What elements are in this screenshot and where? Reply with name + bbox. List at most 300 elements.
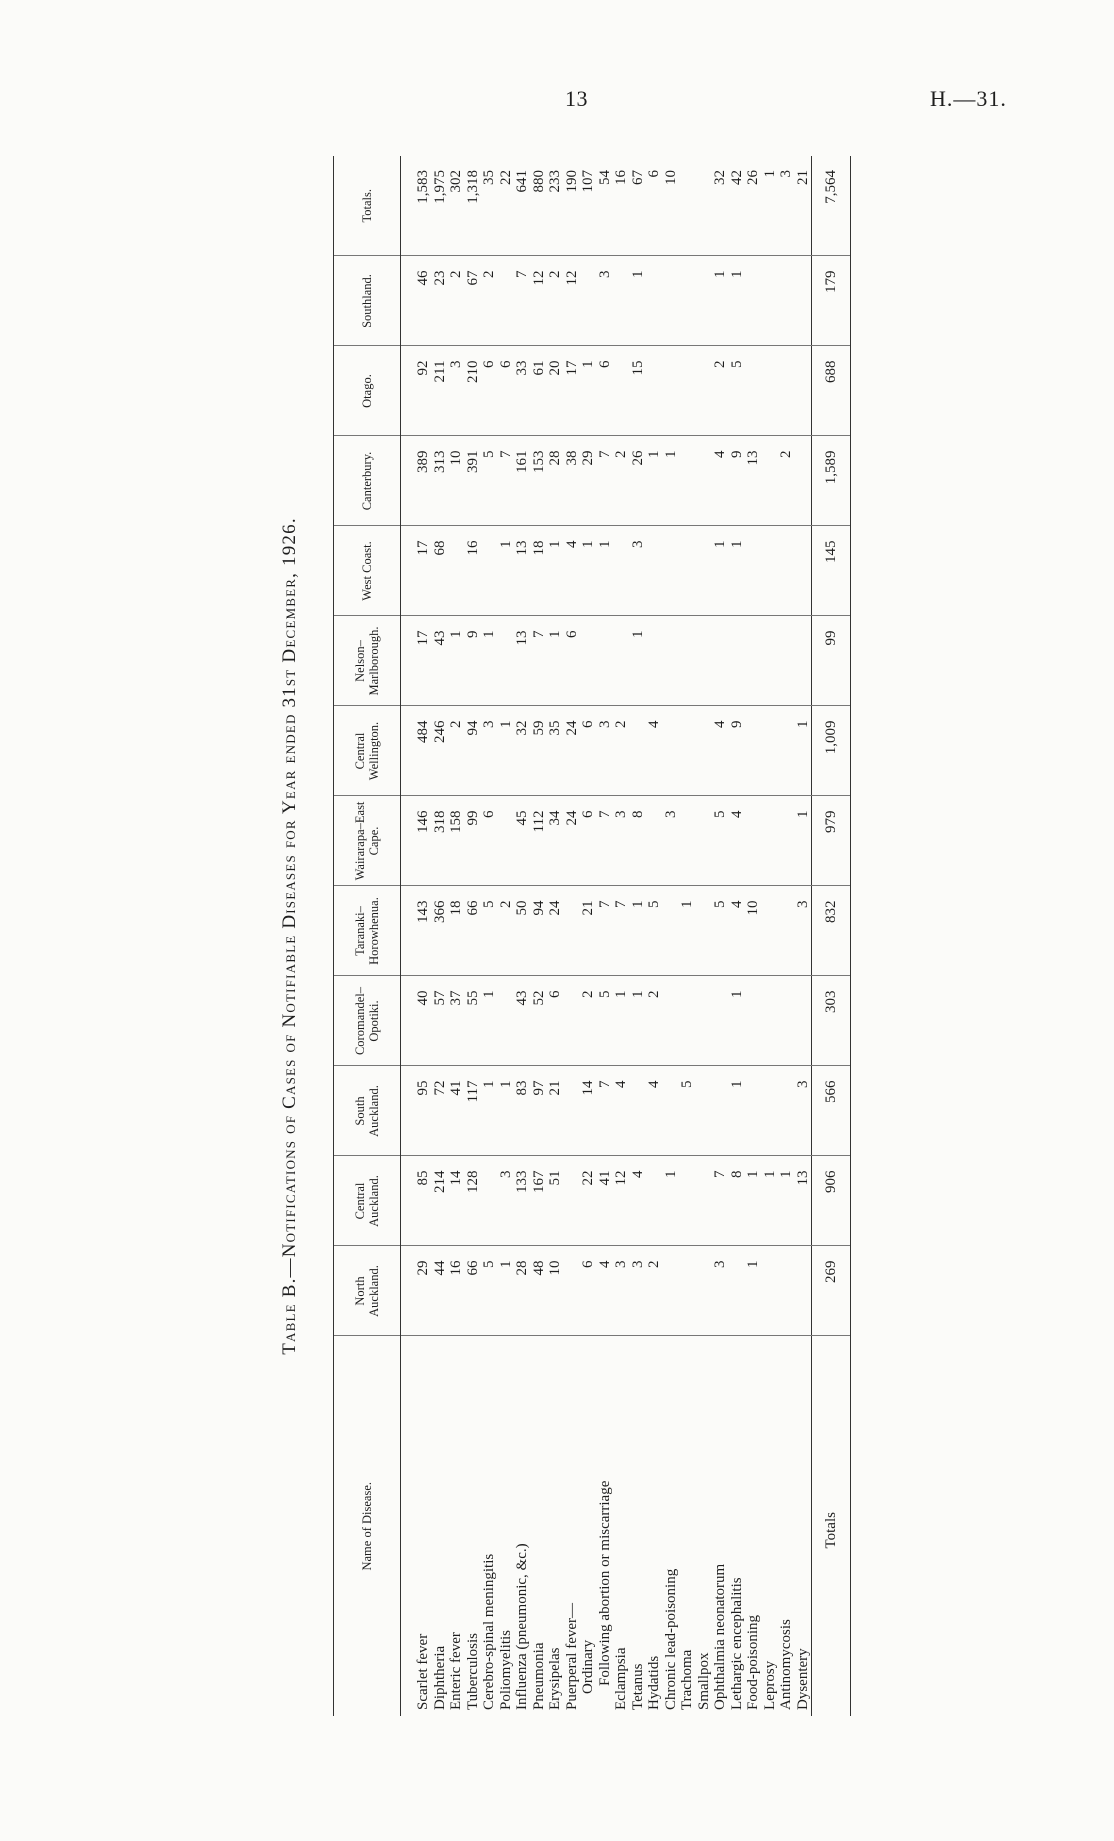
- cell-value: 2: [448, 706, 465, 796]
- cell-value: 1: [481, 976, 498, 1066]
- table-row: [778, 156, 795, 1716]
- cell-value: 37: [448, 976, 465, 1066]
- cell-value: 3: [613, 1246, 630, 1336]
- cell-value: [696, 346, 713, 436]
- disease-name: Poliomyelitis: [497, 1629, 514, 1710]
- cell-value: 72: [432, 1066, 449, 1156]
- cell-value: 2: [712, 346, 729, 436]
- cell-value: 83: [514, 1066, 531, 1156]
- cell-value: 17: [564, 346, 581, 436]
- cell-value: 13: [795, 1156, 812, 1246]
- cell-value: 318: [432, 796, 449, 886]
- cell-value: [580, 616, 597, 706]
- disease-name: Ordinary: [580, 1639, 596, 1694]
- cell-value: 10: [547, 1246, 564, 1336]
- cell-value: 8: [729, 1156, 746, 1246]
- cell-value: [762, 796, 779, 886]
- cell-value: 366: [432, 886, 449, 976]
- cell-value: 128: [465, 1156, 482, 1246]
- cell-value: 34: [547, 796, 564, 886]
- cell-value: 3: [597, 706, 614, 796]
- row-total: 6: [646, 156, 663, 256]
- cell-value: 94: [465, 706, 482, 796]
- table-row: [646, 156, 663, 1716]
- totals-row: [812, 156, 851, 1716]
- cell-value: [646, 1156, 663, 1246]
- disease-name: Tuberculosis: [464, 1633, 481, 1710]
- cell-value: 1: [597, 526, 614, 616]
- header-name: Name of Disease.: [334, 1336, 401, 1716]
- cell-value: 9: [465, 616, 482, 706]
- cell-value: [630, 706, 647, 796]
- cell-value: [679, 976, 696, 1066]
- cell-value: 2: [580, 976, 597, 1066]
- cell-value: [663, 616, 680, 706]
- cell-value: 43: [432, 616, 449, 706]
- cell-value: 167: [531, 1156, 548, 1246]
- header-district: Coromandel–Opotiki.: [334, 976, 401, 1066]
- cell-value: 2: [547, 256, 564, 346]
- cell-value: 14: [448, 1156, 465, 1246]
- cell-value: 6: [597, 346, 614, 436]
- cell-value: 40: [401, 976, 432, 1066]
- cell-value: [679, 436, 696, 526]
- cell-value: 13: [514, 616, 531, 706]
- cell-value: 95: [401, 1066, 432, 1156]
- cell-value: 20: [547, 346, 564, 436]
- cell-value: [679, 706, 696, 796]
- cell-value: [696, 1156, 713, 1246]
- disease-name: Puerperal fever—: [563, 1602, 580, 1710]
- cell-value: 1: [613, 976, 630, 1066]
- cell-value: 21: [580, 886, 597, 976]
- cell-value: 41: [597, 1156, 614, 1246]
- cell-value: 29: [401, 1246, 432, 1336]
- cell-value: 51: [547, 1156, 564, 1246]
- disease-name: Pneumonia: [530, 1642, 547, 1710]
- cell-value: 7: [712, 1156, 729, 1246]
- cell-value: [795, 616, 812, 706]
- cell-value: 16: [448, 1246, 465, 1336]
- cell-value: [564, 976, 581, 1066]
- cell-value: 2: [646, 1246, 663, 1336]
- cell-value: 1: [481, 616, 498, 706]
- cell-value: [679, 1156, 696, 1246]
- cell-value: 3: [448, 346, 465, 436]
- cell-value: [663, 1246, 680, 1336]
- cell-value: 2: [778, 436, 795, 526]
- cell-value: 5: [481, 1246, 498, 1336]
- cell-value: [745, 616, 762, 706]
- cell-value: [778, 346, 795, 436]
- cell-value: 1: [762, 1156, 779, 1246]
- disease-name: Chronic lead-poisoning: [662, 1568, 679, 1710]
- header-district: West Coast.: [334, 526, 401, 616]
- cell-value: [630, 1066, 647, 1156]
- cell-value: 4: [712, 436, 729, 526]
- cell-value: [696, 1066, 713, 1156]
- totals-cell: 179: [812, 256, 851, 346]
- row-total: 1,583: [401, 156, 432, 256]
- cell-value: 1: [498, 706, 515, 796]
- cell-value: [679, 526, 696, 616]
- cell-value: [712, 976, 729, 1066]
- cell-value: 12: [613, 1156, 630, 1246]
- cell-value: [613, 256, 630, 346]
- table-row: [401, 156, 432, 1716]
- cell-value: 68: [432, 526, 449, 616]
- table-row: [465, 156, 482, 1716]
- table-row: [514, 156, 531, 1716]
- cell-value: 2: [613, 706, 630, 796]
- cell-value: 153: [531, 436, 548, 526]
- cell-value: 1: [663, 1156, 680, 1246]
- cell-value: 1: [630, 976, 647, 1066]
- totals-cell: 832: [812, 886, 851, 976]
- totals-cell: 303: [812, 976, 851, 1066]
- cell-value: 6: [498, 346, 515, 436]
- cell-value: [778, 256, 795, 346]
- header-district: Wairarapa–East Cape.: [334, 796, 401, 886]
- table-row: [547, 156, 564, 1716]
- row-total: 26: [745, 156, 762, 256]
- row-total: [679, 156, 696, 256]
- totals-cell: 688: [812, 346, 851, 436]
- table-header-row: [334, 156, 401, 1716]
- totals-label: Totals: [812, 1336, 851, 1716]
- table-row: [613, 156, 630, 1716]
- row-total: 22: [498, 156, 515, 256]
- cell-value: [745, 256, 762, 346]
- cell-value: [795, 346, 812, 436]
- cell-value: 1: [630, 616, 647, 706]
- cell-value: 1: [580, 526, 597, 616]
- cell-value: [679, 796, 696, 886]
- cell-value: 1: [729, 256, 746, 346]
- totals-cell: 269: [812, 1246, 851, 1336]
- cell-value: 2: [448, 256, 465, 346]
- header-district: Central Wellington.: [334, 706, 401, 796]
- cell-value: [778, 1066, 795, 1156]
- table-row: [712, 156, 729, 1716]
- cell-value: 146: [401, 796, 432, 886]
- table-row: [663, 156, 680, 1716]
- cell-value: 7: [613, 886, 630, 976]
- cell-value: [646, 526, 663, 616]
- cell-value: 9: [729, 706, 746, 796]
- rotated-table-block: [279, 146, 859, 1726]
- table-row: [531, 156, 548, 1716]
- cell-value: 85: [401, 1156, 432, 1246]
- cell-value: 18: [448, 886, 465, 976]
- cell-value: 44: [432, 1246, 449, 1336]
- row-total: 16: [613, 156, 630, 256]
- totals-cell: 566: [812, 1066, 851, 1156]
- header-totals: Totals.: [334, 156, 401, 256]
- table-row: [745, 156, 762, 1716]
- cell-value: [795, 526, 812, 616]
- header-district: Canterbury.: [334, 436, 401, 526]
- cell-value: 94: [531, 886, 548, 976]
- cell-value: 214: [432, 1156, 449, 1246]
- cell-value: 7: [597, 886, 614, 976]
- cell-value: [564, 1066, 581, 1156]
- cell-value: 313: [432, 436, 449, 526]
- cell-value: [696, 436, 713, 526]
- cell-value: 1: [663, 436, 680, 526]
- cell-value: [696, 616, 713, 706]
- cell-value: 48: [531, 1246, 548, 1336]
- cell-value: [679, 1246, 696, 1336]
- cell-value: 23: [432, 256, 449, 346]
- cell-value: [762, 256, 779, 346]
- cell-value: 1: [712, 526, 729, 616]
- cell-value: 5: [481, 886, 498, 976]
- cell-value: 3: [795, 1066, 812, 1156]
- row-total: 1,975: [432, 156, 449, 256]
- disease-name: Enteric fever: [448, 1632, 464, 1710]
- cell-value: 28: [514, 1246, 531, 1336]
- cell-value: 67: [465, 256, 482, 346]
- cell-value: 3: [597, 256, 614, 346]
- cell-value: 45: [514, 796, 531, 886]
- cell-value: 1: [679, 886, 696, 976]
- cell-value: [663, 886, 680, 976]
- cell-value: 10: [745, 886, 762, 976]
- cell-value: [679, 256, 696, 346]
- cell-value: 41: [448, 1066, 465, 1156]
- row-total: [696, 156, 713, 256]
- cell-value: 21: [547, 1066, 564, 1156]
- cell-value: 32: [514, 706, 531, 796]
- cell-value: [778, 796, 795, 886]
- cell-value: [745, 526, 762, 616]
- cell-value: 3: [630, 526, 647, 616]
- cell-value: 1: [547, 616, 564, 706]
- header-district: North Auckland.: [334, 1246, 401, 1336]
- cell-value: [745, 706, 762, 796]
- cell-value: 4: [712, 706, 729, 796]
- cell-value: [663, 976, 680, 1066]
- disease-name: Tetanus: [629, 1663, 646, 1710]
- table-row: [696, 156, 713, 1716]
- cell-value: [762, 706, 779, 796]
- row-total: 302: [448, 156, 465, 256]
- cell-value: [564, 886, 581, 976]
- cell-value: 1: [498, 1246, 515, 1336]
- cell-value: [498, 256, 515, 346]
- row-total: 107: [580, 156, 597, 256]
- cell-value: [712, 1066, 729, 1156]
- cell-value: [795, 256, 812, 346]
- cell-value: 4: [729, 796, 746, 886]
- cell-value: 12: [564, 256, 581, 346]
- cell-value: 35: [547, 706, 564, 796]
- cell-value: 4: [613, 1066, 630, 1156]
- cell-value: 1: [712, 256, 729, 346]
- cell-value: 6: [547, 976, 564, 1066]
- cell-value: [696, 256, 713, 346]
- cell-value: [762, 436, 779, 526]
- cell-value: 4: [646, 706, 663, 796]
- totals-cell: 1,009: [812, 706, 851, 796]
- cell-value: 1: [547, 526, 564, 616]
- cell-value: [778, 976, 795, 1066]
- cell-value: 6: [481, 796, 498, 886]
- cell-value: 26: [630, 436, 647, 526]
- table-row: [597, 156, 614, 1716]
- table-row: [481, 156, 498, 1716]
- cell-value: 1: [745, 1246, 762, 1336]
- cell-value: [795, 436, 812, 526]
- cell-value: 3: [630, 1246, 647, 1336]
- cell-value: [696, 706, 713, 796]
- row-total: 67: [630, 156, 647, 256]
- cell-value: [679, 616, 696, 706]
- cell-value: 158: [448, 796, 465, 886]
- cell-value: [795, 976, 812, 1066]
- cell-value: [762, 1246, 779, 1336]
- cell-value: 55: [465, 976, 482, 1066]
- cell-value: 1: [646, 436, 663, 526]
- cell-value: [745, 796, 762, 886]
- cell-value: 1: [448, 616, 465, 706]
- row-total: 1,318: [465, 156, 482, 256]
- cell-value: 4: [729, 886, 746, 976]
- cell-value: 8: [630, 796, 647, 886]
- cell-value: 3: [498, 1156, 515, 1246]
- disease-name: Erysipelas: [547, 1647, 563, 1710]
- cell-value: 66: [465, 886, 482, 976]
- row-total: 54: [597, 156, 614, 256]
- cell-value: 5: [712, 796, 729, 886]
- cell-value: 18: [531, 526, 548, 616]
- disease-name: Lethargic encephalitis: [728, 1577, 745, 1710]
- cell-value: 33: [514, 346, 531, 436]
- cell-value: 3: [613, 796, 630, 886]
- totals-cell: 906: [812, 1156, 851, 1246]
- cell-value: 13: [745, 436, 762, 526]
- cell-value: [663, 346, 680, 436]
- cell-value: 5: [646, 886, 663, 976]
- cell-value: 389: [401, 436, 432, 526]
- header-district: Taranaki–Horowhenua.: [334, 886, 401, 976]
- diseases-table: [333, 156, 851, 1716]
- disease-name: Cerebro-spinal meningitis: [481, 1553, 497, 1710]
- cell-value: [762, 886, 779, 976]
- cell-value: [778, 526, 795, 616]
- cell-value: 97: [531, 1066, 548, 1156]
- cell-value: 112: [531, 796, 548, 886]
- page-number: 13: [565, 86, 588, 111]
- cell-value: 1: [729, 1066, 746, 1156]
- cell-value: 4: [564, 526, 581, 616]
- document-reference: H.—31.: [930, 86, 1007, 111]
- cell-value: [712, 616, 729, 706]
- cell-value: [564, 1156, 581, 1246]
- cell-value: 38: [564, 436, 581, 526]
- cell-value: [696, 976, 713, 1066]
- cell-value: 6: [564, 616, 581, 706]
- grand-total: 7,564: [812, 156, 851, 256]
- disease-name: Food-poisoning: [745, 1614, 761, 1710]
- cell-value: [646, 796, 663, 886]
- disease-name: Leprosy: [761, 1660, 778, 1710]
- cell-value: 6: [481, 346, 498, 436]
- cell-value: [696, 886, 713, 976]
- row-total: 233: [547, 156, 564, 256]
- cell-value: 211: [432, 346, 449, 436]
- cell-value: 4: [630, 1156, 647, 1246]
- cell-value: [663, 256, 680, 346]
- cell-value: [498, 616, 515, 706]
- cell-value: 66: [465, 1246, 482, 1336]
- cell-value: 7: [597, 796, 614, 886]
- table-title: Table B.—Notifications of Cases of Notifiable Diseases for Year ended 31st December, 1926.: [279, 517, 300, 1355]
- cell-value: 12: [531, 256, 548, 346]
- disease-name: Antinomycosis: [778, 1619, 794, 1710]
- totals-cell: 979: [812, 796, 851, 886]
- disease-name: Scarlet fever: [415, 1633, 431, 1710]
- cell-value: [696, 796, 713, 886]
- cell-value: 16: [465, 526, 482, 616]
- row-total: 880: [531, 156, 548, 256]
- cell-value: 4: [646, 1066, 663, 1156]
- cell-value: 1: [729, 526, 746, 616]
- cell-value: 29: [580, 436, 597, 526]
- cell-value: 3: [481, 706, 498, 796]
- cell-value: 1: [630, 256, 647, 346]
- disease-name: Dysentery: [794, 1648, 811, 1710]
- cell-value: 22: [580, 1156, 597, 1246]
- cell-value: 7: [531, 616, 548, 706]
- cell-value: 1: [745, 1156, 762, 1246]
- row-total: 190: [564, 156, 581, 256]
- cell-value: 133: [514, 1156, 531, 1246]
- cell-value: 2: [498, 886, 515, 976]
- table-row: [580, 156, 597, 1716]
- cell-value: [696, 1246, 713, 1336]
- cell-value: 1: [498, 1066, 515, 1156]
- cell-value: 6: [580, 706, 597, 796]
- cell-value: 3: [663, 796, 680, 886]
- cell-value: 24: [564, 706, 581, 796]
- cell-value: [597, 616, 614, 706]
- cell-value: [778, 886, 795, 976]
- cell-value: 5: [712, 886, 729, 976]
- cell-value: 52: [531, 976, 548, 1066]
- disease-name: Influenza (pneumonic, &c.): [514, 1543, 530, 1710]
- table-row: [498, 156, 515, 1716]
- cell-value: [564, 1246, 581, 1336]
- row-total: 32: [712, 156, 729, 256]
- cell-value: 1: [795, 706, 812, 796]
- cell-value: 61: [531, 346, 548, 436]
- cell-value: 46: [401, 256, 432, 346]
- cell-value: [729, 616, 746, 706]
- cell-value: 2: [613, 436, 630, 526]
- table-row: [679, 156, 696, 1716]
- cell-value: 50: [514, 886, 531, 976]
- cell-value: [762, 1066, 779, 1156]
- cell-value: 484: [401, 706, 432, 796]
- cell-value: [679, 346, 696, 436]
- cell-value: [481, 1156, 498, 1246]
- cell-value: [696, 526, 713, 616]
- row-total: 1: [762, 156, 779, 256]
- header-district: Southland.: [334, 256, 401, 346]
- cell-value: 13: [514, 526, 531, 616]
